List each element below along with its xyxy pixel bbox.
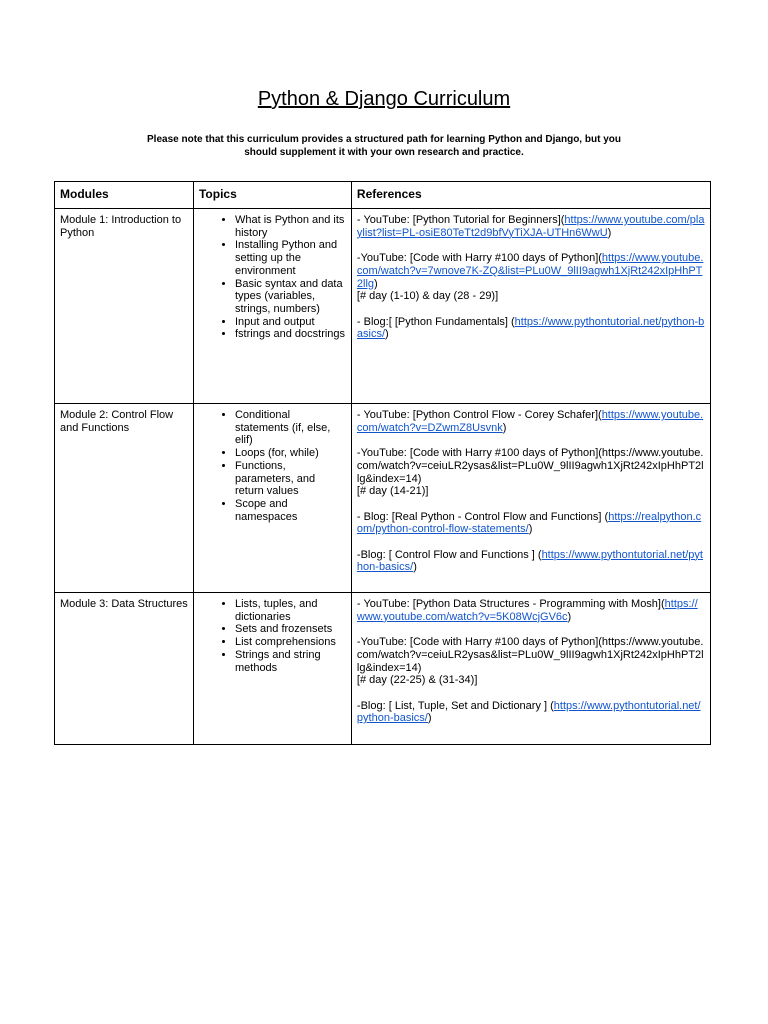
page-title: Python & Django Curriculum [257, 88, 511, 110]
reference-entry [357, 316, 705, 341]
reference-suffix: ) [374, 277, 378, 290]
references-cell [351, 209, 710, 404]
reference-entry [357, 700, 705, 725]
topics-cell [193, 404, 351, 593]
references-cell [351, 593, 710, 745]
module-cell: Module 2: Control Flow and Functions [55, 404, 194, 593]
reference-text: -YouTube: [Code with Harry #100 days of Python]( [356, 252, 602, 265]
reference-link[interactable]: https://www.pythontutorial.net/python-basics/ [356, 548, 703, 574]
reference-link[interactable]: https://realpython.com/python-control-flow-statements/ [356, 510, 702, 536]
module-cell: Module 1: Introduction to Python [55, 209, 194, 404]
topic-item: • fstrings and docstrings [235, 328, 346, 341]
topic-item: • Scope and namespaces [235, 498, 346, 523]
topics-list [199, 598, 346, 674]
topic-item: • Functions, parameters, and return values [235, 460, 346, 498]
reference-suffix: ) [413, 561, 417, 574]
reference-link[interactable]: https://www.youtube.com/playlist?list=PL-osiE80TeTt2d9bfVyTiXJA-UTHn6WwU [356, 214, 705, 239]
reference-link[interactable]: https://www.youtube.com/watch?v=5K08WcjGV6c [356, 598, 698, 623]
reference-text: -Blog: [ Control Flow and Functions ] ( [356, 548, 542, 561]
topic-item: • Lists, tuples, and dictionaries [235, 598, 346, 623]
table-header-row [55, 182, 711, 209]
reference-entry [357, 511, 705, 536]
topics-cell [193, 209, 351, 404]
reference-text: -Blog: [ List, Tuple, Set and Dictionary ] ( [356, 699, 554, 712]
reference-text: - Blog: [Real Python - Control Flow and Functions] ( [356, 510, 609, 523]
reference-suffix: ) [427, 712, 432, 725]
reference-text: - Blog:[ [Python Fundamentals] ( [356, 315, 515, 328]
reference-entry [357, 549, 705, 574]
module-cell: Module 3: Data Structures [55, 593, 194, 745]
reference-link[interactable]: https://www.pythontutorial.net/python-basics/ [356, 699, 701, 725]
topics-list [199, 214, 346, 341]
reference-suffix: ) [385, 328, 389, 341]
reference-link[interactable]: https://www.pythontutorial.net/python-basics/ [356, 315, 705, 341]
topic-item: • Basic syntax and data types (variables, strings, numbers) [235, 278, 346, 316]
reference-text: - YouTube: [Python Control Flow - Corey Schafer]( [356, 409, 602, 421]
topic-item: • Loops (for, while) [235, 447, 346, 460]
topics-cell [193, 593, 351, 745]
table-row [55, 209, 711, 404]
curriculum-note: Please note that this curriculum provides a structured path for learning Python and Django, but you should supplement it with your own research and practice. [147, 134, 621, 158]
topic-item: • List comprehensions [235, 636, 346, 649]
table-row [55, 593, 711, 745]
reference-text: -YouTube: [Code with Harry #100 days of Python](https://www.youtube.com/watch?v=ceiuLR2ysas&list=PLu0W_9lII9agwh1XjRt242xIpHhPT2llg&index=14) [356, 636, 704, 674]
reference-link[interactable]: https://www.youtube.com/watch?v=7wnove7K-ZQ&list=PLu0W_9lII9agwh1XjRt242xIpHhPT2llg [356, 252, 704, 290]
header-topics: Topics [193, 182, 351, 209]
topic-item: • Conditional statements (if, else, elif) [235, 409, 346, 447]
reference-suffix: ) [502, 421, 507, 434]
reference-entry [357, 252, 705, 303]
reference-suffix: ) [567, 610, 572, 623]
reference-entry [357, 214, 705, 239]
table-row [55, 404, 711, 593]
reference-entry [357, 598, 705, 623]
reference-days: [# day (1-10) & day (28 - 29)] [356, 290, 499, 303]
reference-entry [357, 636, 705, 687]
curriculum-table [54, 181, 711, 745]
reference-entry [357, 447, 705, 498]
topic-item: • Installing Python and setting up the environment [235, 239, 346, 277]
reference-entry [357, 409, 705, 434]
reference-suffix: ) [607, 226, 612, 239]
topic-item: • Sets and frozensets [235, 623, 346, 636]
reference-text: -YouTube: [Code with Harry #100 days of Python](https://www.youtube.com/watch?v=ceiuLR2ysas&list=PLu0W_9lII9agwh1XjRt242xIpHhPT2llg&index=14) [356, 447, 704, 485]
topic-item: • What is Python and its history [235, 214, 346, 239]
reference-days: [# day (14-21)] [356, 485, 429, 498]
header-modules: Modules [55, 182, 194, 209]
reference-text: - YouTube: [Python Data Structures - Programming with Mosh]( [356, 598, 665, 610]
references-cell [351, 404, 710, 593]
topic-item: • Input and output [235, 316, 346, 329]
header-references: References [351, 182, 710, 209]
topics-list [199, 409, 346, 523]
reference-link[interactable]: https://www.youtube.com/watch?v=DZwmZ8Usvnk [356, 409, 704, 434]
reference-days: [# day (22-25) & (31-34)] [356, 674, 478, 687]
reference-suffix: ) [528, 523, 533, 536]
topic-item: • Strings and string methods [235, 649, 346, 674]
reference-text: - YouTube: [Python Tutorial for Beginners]( [356, 214, 565, 226]
